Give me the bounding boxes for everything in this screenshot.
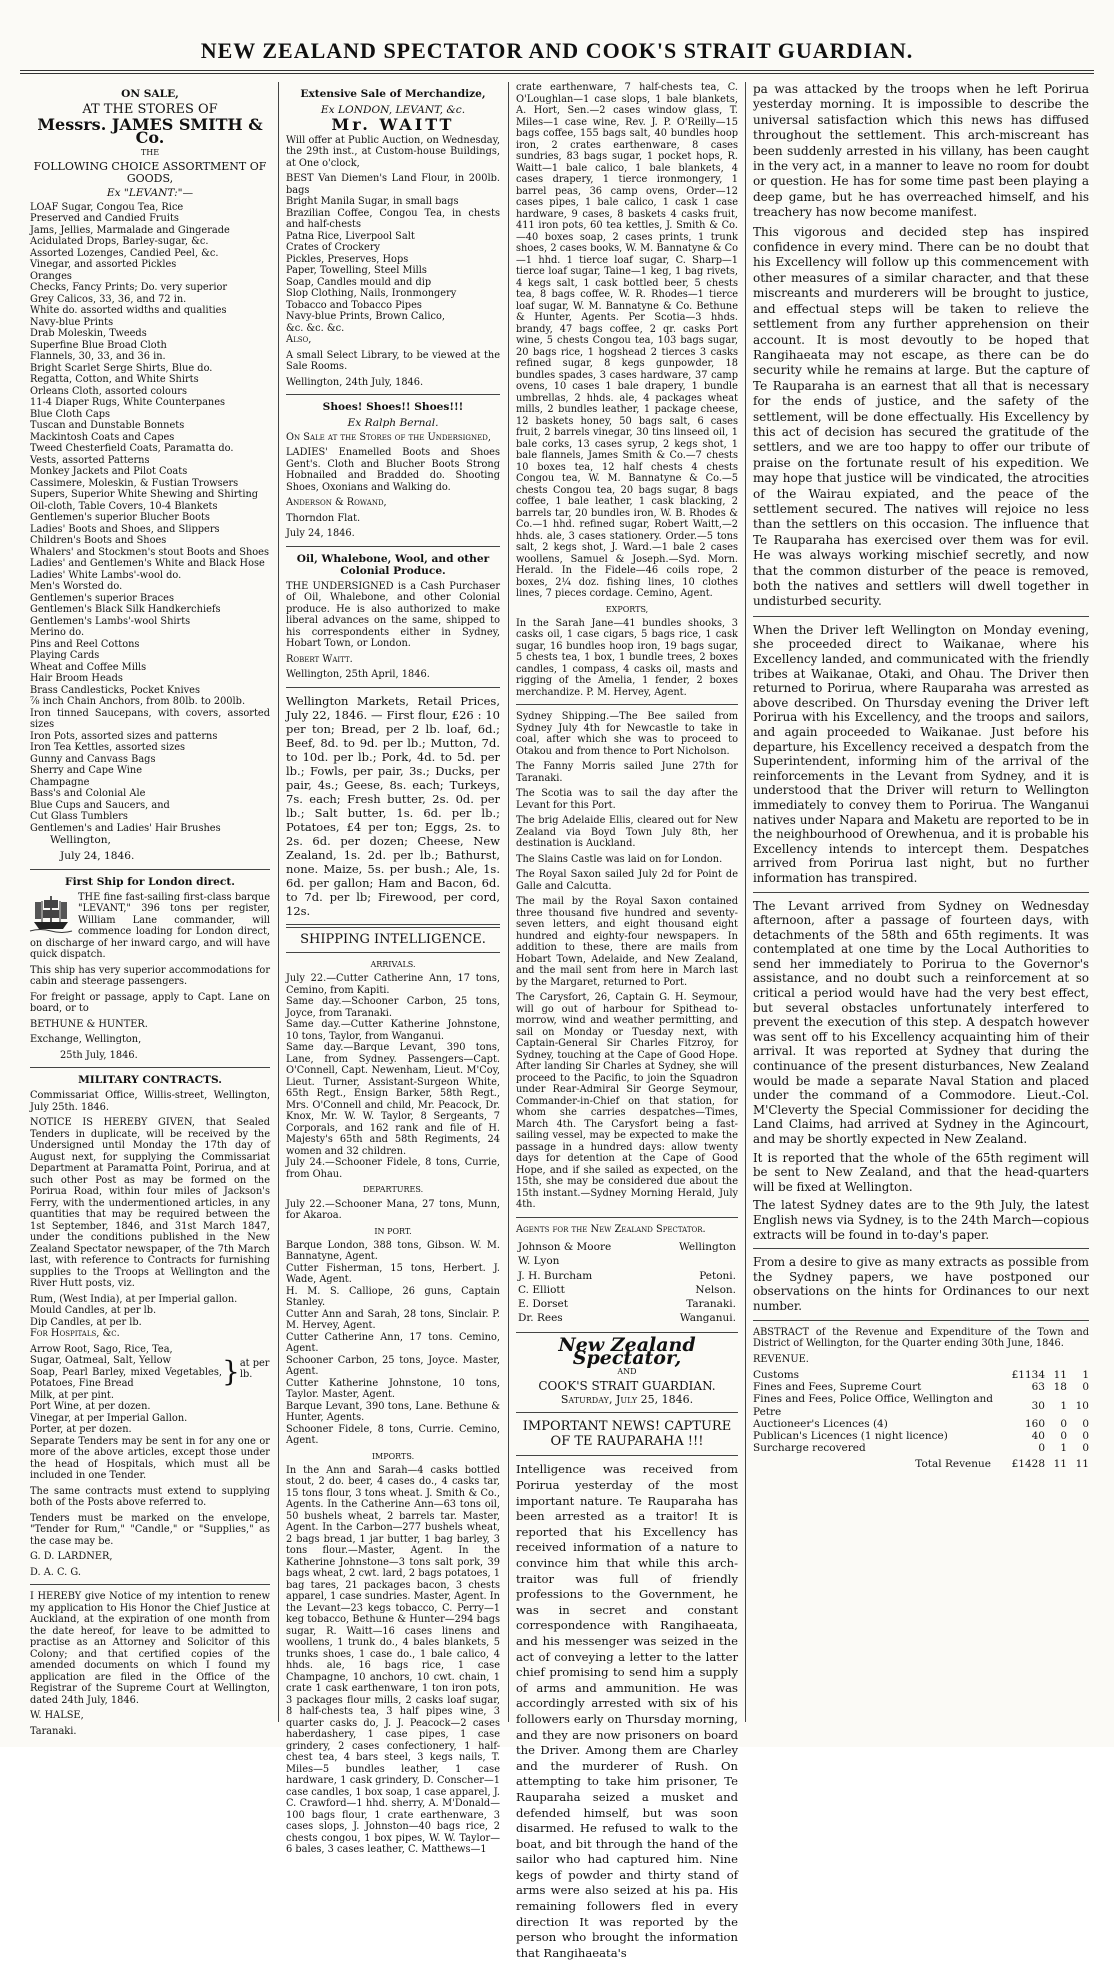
- sydney-shipping-4: The brig Adelaide Ellis, cleared out for New Zealand via Boyd Town July 8th, her destination is Auckland.: [516, 815, 738, 850]
- ship-text: THE fine fast-sailing first-class barque "LEVANT," 396 tons per register, William Lane commander, will commence loading for London direct, on discharge of her inward cargo, and will have quick dispatch.: [30, 891, 270, 961]
- goods-item: Ladies' White Lambs'-wool do.: [30, 569, 182, 581]
- shoes-heading: Shoes! Shoes!! Shoes!!!: [322, 401, 464, 414]
- total-pounds: £1428: [1011, 1458, 1045, 1471]
- revenue-pounds: 0: [1038, 1442, 1045, 1455]
- sale-place: Wellington,: [50, 834, 111, 847]
- goods-item: Bright Scarlet Serge Shirts, Blue do.: [30, 362, 213, 374]
- in-port-entry: Cutter Katherine Johnstone, 10 tons, Taylor. Master, Agent.: [286, 1377, 500, 1401]
- agent-row: [518, 1241, 736, 1253]
- divider: [286, 546, 500, 547]
- merchandize-item: &c. &c. &c.: [286, 322, 345, 334]
- revenue-item: Surcharge recovered: [753, 1442, 866, 1455]
- oil-signature: Robert Waitt.: [286, 653, 353, 665]
- departures-heading: DEPARTURES.: [362, 1185, 424, 1195]
- total-shillings: 11: [1053, 1458, 1067, 1471]
- goods-item: Ladies' and Gentlemen's White and Black Hose: [30, 558, 265, 570]
- shoes-on-sale: On Sale at the Stores of the Undersigned,: [286, 431, 491, 443]
- goods-item: Oil-cloth, Table Covers, 10-4 Blankets: [30, 500, 218, 512]
- merchandize-item: Tobacco and Tobacco Pipes: [286, 299, 422, 311]
- oil-date: Wellington, 25th April, 1846.: [286, 669, 430, 681]
- goods-item: Iron tinned Saucepans, with covers, assorted sizes: [30, 707, 270, 731]
- column-divider: [508, 82, 509, 1722]
- goods-item: Grey Calicos, 33, 36, and 72 in.: [30, 293, 187, 305]
- merchandize-item: Navy-blue Prints, Brown Calico,: [286, 311, 446, 323]
- levant-report-3: The latest Sydney dates are to the 9th July, the latest English news via Sydney, is to the 24th March—copious extracts will be found in to-day's paper.: [753, 1198, 1089, 1242]
- revenue-shillings: 0: [1060, 1430, 1067, 1443]
- goods-item: Blue Cloth Caps: [30, 408, 111, 420]
- goods-item: ⅞ inch Chain Anchors, from 80lb. to 200lb.: [30, 696, 246, 708]
- revenue-total: [753, 1458, 1089, 1470]
- divider: [286, 394, 500, 395]
- agent-row: [518, 1255, 736, 1267]
- in-port-list: [286, 1240, 500, 1447]
- exports-heading: EXPORTS,: [605, 604, 649, 614]
- goods-list: [30, 202, 270, 835]
- arrival-entry: July 24.—Schooner Fidele, 8 tons, Currie, from Ohau.: [286, 1157, 500, 1180]
- ship-date: 25th July, 1846.: [60, 1049, 138, 1061]
- goods-item: Gunny and Canvass Bags: [30, 753, 156, 765]
- halse-place: Taranaki.: [30, 1725, 77, 1737]
- masthead-rule: [20, 70, 1094, 71]
- military-heading: MILITARY CONTRACTS.: [78, 1074, 222, 1087]
- agent-place: Taranaki.: [686, 1298, 736, 1311]
- goods-item: White do. assorted widths and qualities: [30, 305, 227, 317]
- driver-report: When the Driver left Wellington on Monday evening, she proceeded direct to Waikanae, where his Excellency landed, and communicated with the friendly tribes at Waikanae, Otaki, and Ohau. The Driver then returned to Porirua, where Rauparaha was arrested as above described. On Thursday evening the Driver left Porirua with his Excellency, and the troops and sailors, and again proceeded to Waikanae. Just before his departure, his Excellency received a despatch from the Superintendent, informing him of the arrival of the reinforcements in the Levant from Sydney, and it is understood that the Driver will return to Wellington immediately to convey them to Porirua. The Wanganui natives under Napara and Maketu are reported to be in the neighbourhood of Orewhenua, and it is probable his Excellency intends to intercept them. Despatches arrived from Porirua last night, but no further information has transpired.: [753, 622, 1089, 885]
- news-continued-2: This vigorous and decided step has inspired confidence in every mind. There can be no doubt that his Excellency will follow up this commencement with other measures of a similar character, and that these miscreants and murderers will be brought to justice, and effectual steps will be taken to relieve the settlement from any further apprehension on their account. It is most devoutly to be hoped that Rangihaeata may not escape, as there can be do security while he remains at large. But the capture of Te Rauparaha is an earnest that all that is necessary for the ends of justice, and the safety of the settlement, will be done effectually. His Excellency by this act of decision has secured the gratitude of the settlers, and we are too happy to offer our tribute of praise on the fortunate result of his expedition. We may hope that justice will be vindicated, the atrocities of the Wairau expiated, and the peace of the settlement secured. The natives will rejoice no less than the settlers on this occasion. The influence that Te Rauparaha has exercised over them was for evil. He was always working mischief secretly, and now that the common disturber of the peace is removed, both the natives and settlers will dwell together in undisturbed security.: [753, 224, 1089, 609]
- goods-item: Supers, Superior White Shewing and Shirting: [30, 489, 259, 501]
- revenue-row: [753, 1369, 1089, 1381]
- divider: [30, 1584, 270, 1585]
- goods-item: Mackintosh Coats and Capes: [30, 431, 175, 443]
- divider: [753, 892, 1089, 893]
- hospitals-items: [30, 1344, 222, 1436]
- goods-item: Blue Cups and Saucers, and: [30, 799, 170, 811]
- merchandize-item: Pickles, Preserves, Hops: [286, 253, 409, 265]
- divider: [286, 952, 500, 953]
- military-signature: G. D. LARDNER,: [30, 1551, 113, 1563]
- ship-agents: BETHUNE & HUNTER.: [30, 1018, 148, 1030]
- in-port-entry: H. M. S. Calliope, 26 guns, Captain Stanley.: [286, 1285, 500, 1309]
- merchandize-item: Paper, Towelling, Steel Mills: [286, 265, 427, 277]
- goods-item: Sherry and Cape Wine: [30, 765, 143, 777]
- agent-row: [518, 1312, 736, 1324]
- goods-item: Assorted Lozenges, Candied Peel, &c.: [30, 247, 219, 259]
- divider: [516, 1412, 738, 1413]
- halse-notice: I HEREBY give Notice of my intention to renew my application to His Honor the Chief Justice at Auckland, at the expiration of one month from the date hereof, for leave to be admitted to practise as an Attorney and Solicitor of this Colony; and that certified copies of the amended documents on which I found my application are filed in the Office of the Registrar of the Supreme Court at Wellington, dated 24th July, 1846.: [30, 1591, 270, 1706]
- goods-item: Pins and Reel Cottons: [30, 638, 140, 650]
- in-port-entry: Cutter Catherine Ann, 17 tons. Cemino, Agent.: [286, 1331, 500, 1355]
- agent-name: Johnson & Moore: [518, 1241, 612, 1254]
- sydney-shipping-5: The Slains Castle was laid on for London.: [516, 853, 723, 865]
- divider: [753, 1320, 1089, 1321]
- agent-name: J. H. Burcham: [518, 1269, 593, 1282]
- divider: [753, 1248, 1089, 1249]
- hospitals-block: [30, 1344, 270, 1436]
- hospital-item: Milk, at per pint.: [30, 1389, 114, 1401]
- column-3: [516, 82, 738, 1960]
- levant-report-2: It is reported that the whole of the 65th regiment will be sent to New Zealand, and that the head-quarters will be fixed at Wellington.: [753, 1150, 1089, 1194]
- divider: [516, 1455, 738, 1456]
- military-text-4: Tenders must be marked on the envelope, "Tender for Rum," "Candle," or "Supplies," as the case may be.: [30, 1512, 270, 1547]
- column-1: [30, 82, 270, 1737]
- military-office: Commissariat Office, Willis-street, Wellington, July 25th. 1846.: [30, 1090, 270, 1113]
- merchandize-item: Patna Rice, Liverpool Salt: [286, 230, 415, 242]
- editorial-note: From a desire to give as many extracts as possible from the Sydney papers, we have postponed our observations on the hints for Ordinances to our next number.: [753, 1255, 1089, 1313]
- goods-item: Whalers' and Stockmen's stout Boots and Shoes: [30, 546, 269, 558]
- goods-item: LOAF Sugar, Congou Tea, Rice: [30, 201, 184, 213]
- hospital-item: Soap, Pearl Barley, mixed Vegetables, Potatoes, Fine Bread: [30, 1366, 222, 1390]
- merchandize-text: Will offer at Public Auction, on Wednesday, the 29th inst., at Custom-house Buildings, at One o'clock,: [286, 134, 500, 169]
- goods-item: Checks, Fancy Prints; Do. very superior: [30, 282, 228, 294]
- arrival-entry: Same day.—Schooner Carbon, 25 tons, Joyce, from Taranaki.: [286, 996, 500, 1019]
- merchandize-item: Slop Clothing, Nails, Ironmongery: [286, 288, 457, 300]
- goods-item: Bass's and Colonial Ale: [30, 788, 146, 800]
- ship-text-2: This ship has very superior accommodations for cabin and steerage passengers.: [30, 964, 270, 988]
- revenue-pence: 0: [1082, 1442, 1089, 1455]
- divider: [30, 1067, 270, 1068]
- goods-item: Hair Broom Heads: [30, 673, 123, 685]
- oil-heading: Oil, Whalebone, Wool, and other Colonial Produce.: [296, 552, 490, 577]
- arrivals-list: [286, 973, 500, 1180]
- column-2: [286, 82, 500, 1856]
- goods-item: Preserved and Candied Fruits: [30, 213, 179, 225]
- arrivals-heading: ARRIVALS.: [370, 960, 416, 970]
- merchandize-item: Soap, Candles mould and dip: [286, 276, 432, 288]
- goods-item: Flannels, 30, 33, and 36 in.: [30, 351, 166, 363]
- goods-item: Cut Glass Tumblers: [30, 811, 128, 823]
- sydney-shipping-7: The mail by the Royal Saxon contained three thousand five hundred and seventy-seven letters, and eight thousand eight hundred and eighty-four newspapers. In addition to these, there are mails from Hobart Town, Adelaide, and New Zealand, and the mail sent from here in March last by the Margaret, returned to Port.: [516, 896, 738, 988]
- goods-item: Drab Moleskin, Tweeds: [30, 328, 147, 340]
- arrival-entry: July 22.—Cutter Catherine Ann, 17 tons, Cemino, from Kapiti.: [286, 973, 500, 996]
- divider: [516, 1217, 738, 1218]
- agent-name: C. Elliott: [518, 1283, 565, 1296]
- merchandize-item: Crates of Crockery: [286, 242, 381, 254]
- at-stores: AT THE STORES OF: [82, 102, 218, 118]
- revenue-shillings: 11: [1053, 1369, 1067, 1382]
- in-port-entry: Schooner Fidele, 8 tons, Currie. Cemino, Agent.: [286, 1423, 500, 1447]
- column-divider: [278, 82, 279, 1722]
- goods-item: Playing Cards: [30, 650, 100, 662]
- goods-item: Vinegar, and assorted Pickles: [30, 259, 177, 271]
- in-port-entry: Schooner Carbon, 25 tons, Joyce. Master, Agent.: [286, 1354, 500, 1378]
- merchandize-item: Bright Manila Sugar, in small bags: [286, 196, 459, 208]
- military-text-2: Separate Tenders may be sent in for any one or more of the above articles, except those under the head of Hospitals, which must all be included in one Tender.: [30, 1435, 270, 1482]
- agent-name: Dr. Rees: [518, 1312, 563, 1325]
- goods-item: Cassimere, Moleskin, & Fustian Trowsers: [30, 477, 239, 489]
- hospital-item: Port Wine, at per dozen.: [30, 1401, 151, 1413]
- news-text: Intelligence was received from Porirua yesterday of the most important nature. Te Rauparaha has been arrested as a traitor! It is reported that his Excellency has received information of a nature to convince him that while this arch-traitor was full of friendly professions to the Government, he was in secret and constant correspondence with Rangihaeata, and his messenger was seized in the act of conveying a letter to the latter chief promising to send him a supply of arms and ammunition. He was accordingly arrested with six of his followers early on Thursday morning, and they are now prisoners on board the Driver. Among them are Charley and the murderer of Rush. On attempting to take him prisoner, Te Rauparaha seized a musket and defended himself, but was soon disarmed. He refused to walk to the boat, and bit through the hand of the sailor who had captured him. Nine kegs of powder and thirty stand of arms were also seized at his pa. His remaining followers fled in every direction It was reported by the person who brought the information that Rangihaeata's: [516, 1462, 738, 1960]
- in-port-entry: Barque London, 388 tons, Gibson. W. M. Bannatyne, Agent.: [286, 1239, 500, 1263]
- agent-name: W. Lyon: [518, 1255, 560, 1268]
- in-port-heading: IN PORT.: [374, 1226, 412, 1236]
- oil-text: THE UNDERSIGNED is a Cash Purchaser of Oil, Whalebone, and other Colonial produce. He is also authorized to make liberal advances on the same, shipped to his correspondents either in Sydney, Hobart Town, or London.: [286, 580, 500, 650]
- hospitals-brace: } at per lb.: [222, 1354, 270, 1388]
- goods-item: Iron Tea Kettles, assorted sizes: [30, 742, 186, 754]
- agent-place: Petoni.: [699, 1269, 736, 1282]
- paper-subtitle: COOK'S STRAIT GUARDIAN.: [538, 1379, 716, 1394]
- goods-item: Tweed Chesterfield Coats, Paramatta do.: [30, 443, 234, 455]
- goods-item: Gentlemen's and Ladies' Hair Brushes: [30, 822, 221, 834]
- revenue-pence: 1: [1082, 1369, 1089, 1382]
- sydney-shipping-3: The Scotia was to sail the day after the Levant for this Port.: [516, 788, 738, 811]
- agent-row: [518, 1298, 736, 1310]
- departure-entry: July 22.—Schooner Mana, 27 tons, Munn, for Akaroa.: [286, 1198, 500, 1222]
- goods-item: Superfine Blue Broad Cloth: [30, 339, 167, 351]
- arrival-entry: Same day.—Barque Levant, 390 tons, Lane, from Sydney. Passengers—Capt. O'Connell, Capt. Newenham, Lieut. M'Coy, Lieut. Turner, Assistant-Surgeon White, 65th Regt., Ensign Barker, 58th Regt., Mrs. O'Connell and child, Mr. Peacock, Dr. Knox, Mr. W. W. Taylor, 8 Sergeants, 7 Corporals, and 162 rank and file of H. Majesty's 65th and 58th Regiments, 24 women and 32 children.: [286, 1042, 500, 1157]
- military-item: Dip Candles, at per lb.: [30, 1316, 142, 1328]
- paper-date: Saturday, July 25, 1846.: [560, 1393, 694, 1407]
- auctioneer-name: Mr. WAITT: [331, 115, 455, 135]
- shipping-heading: SHIPPING INTELLIGENCE.: [300, 931, 486, 947]
- revenue-row: [753, 1393, 1089, 1417]
- total-label: Total Revenue: [915, 1458, 991, 1471]
- divider: [516, 1332, 738, 1333]
- firm-name: Messrs. JAMES SMITH & Co.: [37, 115, 263, 147]
- revenue-pence: 0: [1082, 1381, 1089, 1394]
- agents-table: [516, 1239, 738, 1326]
- revenue-row: [753, 1442, 1089, 1454]
- merchandize-items: [286, 173, 500, 334]
- military-item: Mould Candles, at per lb.: [30, 1305, 157, 1317]
- hospital-item: Porter, at per dozen.: [30, 1424, 132, 1436]
- revenue-shillings: 0: [1060, 1417, 1067, 1430]
- ship-text-3: For freight or passage, apply to Capt. Lane on board, or to: [30, 991, 270, 1015]
- hospital-item: Arrow Root, Sago, Rice, Tea,: [30, 1343, 173, 1355]
- imports-continued: crate earthenware, 7 half-chests tea, C. O'Loughlan—1 case slops, 1 bale blankets, A. Hort, Sen.—2 cases window glass, T. Miles—1 case wine, Rev. J. P. O'Reilly—15 bags coffee, 155 bags salt, 40 bundles hoop iron, 2 crates earthenware, 8 cases sundries, 83 bags sugar, 1 pocket hops, R. Waitt—1 bale calico, 1 bale blankets, 4 cases drapery, 1 tierce ironmongery, 1 barrel peas, 36 camp ovens, Order—12 cases pipes, 1 bale calico, 1 cask 1 case hardware, 9 cases, 8 baskets 4 casks fruit, 411 iron pots, 60 tea kettles, J. Smith & Co.—40 boxes soap, 2 cases prints, 1 trunk shoes, 2 cases books, W. M. Bannatyne & Co—1 hhd. 1 tierce loaf sugar, C. Sharp—1 tierce loaf sugar, Taine—1 keg, 1 bag rivets, 4 kegs salt, 1 cask bottled beer, 5 chests tea, 8 bags coffee, W. R. Rhodes—1 tierce loaf sugar, W. M. Bannatyne & Co. Bethune & Hunter, Agents. Per Scotia—3 hhds. brandy, 47 bags coffee, 2 qr. casks Port wine, 5 chests Congou tea, 103 bags sugar, 20 bags rice, 1 hogshead 2 tierces 3 casks refined sugar, 8 kegs gunpowder, 18 bundles spades, 3 cases hardware, 37 camp ovens, 10 cases 1 bale drapery, 1 bundle umbrellas, 2 hhds. ale, 4 packages wheat mills, 2 bundles leather, 1 package cheese, 12 baskets honey, 50 bags salt, 6 cases fruit, 2 barrels vinegar, 30 tins linseed oil, 1 bale corks, 13 cases syrup, 2 kegs shot, 1 bale flannels, James Smith & Co.—7 chests 10 boxes tea, 12 half chests 4 chests Congou tea, W. M. Bannatyne & Co.—5 chests Congou tea, 20 bags sugar, 8 bags coffee, 1 bale leather, 1 cask blacking, 2 barrels tar, 20 bundles iron, W. B. Rhodes & Co.—1 hhd. refined sugar, Robert Waitt,—2 hhds. ale, 3 cases stationery. Order.—5 tons salt, 2 kegs shot, J. Ward.—1 bale 2 cases woollens, Samuel & Joseph.—Syd. Morn. Herald. In the Fidele—46 coils rope, 2 boxes, 2¼ doz. fishing lines, 10 clothes lines, 7 pieces cordage. Cemino, Agent.: [516, 82, 738, 599]
- ship-heading: First Ship for London direct.: [65, 875, 235, 888]
- goods-item: Merino do.: [30, 627, 85, 639]
- merchandize-heading: Extensive Sale of Merchandize,: [300, 88, 486, 100]
- exports-text: In the Sarah Jane—41 bundles shooks, 3 casks oil, 1 case cigars, 5 bags rice, 1 cask sugar, 16 bundles hoop iron, 19 bags sugar, 5 chests tea, 1 box, 1 bundle trees, 2 boxes candles, 1 compass, 4 casks oil, masts and rigging of the Amelia, 1 fender, 2 boxes merchandize. P. M. Hervey, Agent.: [516, 617, 738, 698]
- revenue-shillings: 18: [1053, 1381, 1067, 1394]
- total-pence: 11: [1075, 1458, 1089, 1471]
- agent-place: [654, 1255, 736, 1267]
- goods-item: Orleans Cloth, assorted colours: [30, 385, 187, 397]
- hospitals-heading: For Hospitals, &c.: [30, 1328, 120, 1340]
- divider: [753, 616, 1089, 617]
- news-continued: pa was attacked by the troops when he left Porirua yesterday morning. It is impossible to describe the universal satisfaction which this news has diffused throughout the settlement. This arch-miscreant has been suddenly arrested in his villany, has been caught in the very act, in a manner to leave no room for doubt or question. He has for some time past been playing a deep game, but he has overreached himself, and his treachery has now become manifest.: [753, 82, 1089, 220]
- goods-item: Acidulated Drops, Barley-sugar, &c.: [30, 236, 209, 248]
- merchandize-date: Wellington, 24th July, 1846.: [286, 376, 424, 388]
- shoes-signature: Anderson & Rowand,: [286, 497, 387, 509]
- hospitals-unit: at per lb.: [239, 1357, 270, 1381]
- arrival-entry: Same day.—Cutter Katherine Johnstone, 10 tons, Taylor, from Wanganui.: [286, 1019, 500, 1042]
- revenue-pence: 0: [1082, 1417, 1089, 1430]
- goods-item: Ladies' Boots and Shoes, and Slippers: [30, 523, 220, 535]
- revenue-item: Customs: [753, 1369, 800, 1382]
- goods-item: Children's Boots and Shoes: [30, 535, 167, 547]
- military-item: Rum, (West India), at per Imperial gallon.: [30, 1293, 238, 1305]
- merchandize-item: BEST Van Diemen's Land Flour, in 200lb. bags: [286, 173, 500, 196]
- shoes-text: LADIES' Enamelled Boots and Shoes Gent's. Cloth and Blucher Boots Strong Hobnailed and Bradded do. Shooting Shoes, Oxonians and Walking do.: [286, 447, 500, 493]
- library-text: A small Select Library, to be viewed at the Sale Rooms.: [286, 349, 500, 373]
- news-heading: IMPORTANT NEWS! CAPTURE OF TE RAUPARAHA !!!: [522, 1419, 732, 1450]
- goods-item: Brass Candlesticks, Pocket Knives: [30, 684, 201, 696]
- revenue-item: Fines and Fees, Police Office, Wellington and Petre: [753, 1393, 994, 1418]
- shoes-sub: Ex Ralph Bernal.: [347, 417, 439, 430]
- on-sale-heading: ON SALE,: [121, 88, 179, 100]
- merchandize-item: Brazilian Coffee, Congou Tea, in chests and half-chests: [286, 207, 500, 231]
- goods-item: Champagne: [30, 776, 90, 788]
- ex-ship: Ex "LEVANT:"—: [106, 187, 194, 200]
- revenue-row: [753, 1418, 1089, 1430]
- revenue-pounds: 30: [1031, 1399, 1045, 1412]
- masthead: NEW ZEALAND SPECTATOR AND COOK'S STRAIT GUARDIAN.: [200, 38, 914, 63]
- goods-item: Gentlemen's Black Silk Handkerchiefs: [30, 604, 221, 616]
- goods-item: Monkey Jackets and Pilot Coats: [30, 466, 188, 478]
- goods-item: Tuscan and Dunstable Bonnets: [30, 420, 185, 432]
- merchandize-sub: Ex LONDON, LEVANT, &c.: [320, 104, 466, 117]
- goods-item: Gentlemen's Lambs'-wool Shirts: [30, 615, 191, 627]
- revenue-row: [753, 1430, 1089, 1442]
- sale-date: July 24, 1846.: [60, 850, 135, 863]
- revenue-row: [753, 1381, 1089, 1393]
- military-items: [30, 1294, 270, 1329]
- agent-place: Wellington: [678, 1241, 736, 1254]
- agent-place: Nelson.: [695, 1283, 736, 1296]
- levant-report: The Levant arrived from Sydney on Wednesday afternoon, after a passage of fourteen days, with detachments of the 58th and 65th regiments. It was contemplated at one time by the Local Authorities to send her immediately to Porirua to the Governor's assistance, and no doubt such a reinforcement at so critical a period would have had the very best effect, but several obstacles unfortunately interfered to prevent the execution of this step. A despatch however was sent off to his Excellency acquainting him of their arrival. It was reported at Sydney that during the continuance of the present disturbances, New Zealand would be made a separate Naval Station and placed under the command of a Commodore. Lieut.-Col. M'Cleverty the Special Commissioner for deciding the Land Claims, had arrived at Sydney in the Agincourt, and may be shortly expected in New Zealand.: [753, 898, 1089, 1146]
- divider: [286, 687, 500, 688]
- revenue-pounds: £1134: [1011, 1369, 1045, 1382]
- revenue-pence: 0: [1082, 1430, 1089, 1443]
- goods-item: Men's Worsted do.: [30, 581, 123, 593]
- halse-signature: W. HALSE,: [30, 1710, 84, 1722]
- goods-item: Gentlemen's superior Blucher Boots: [30, 512, 210, 524]
- sydney-shipping-8: The Carysfort, 26, Captain G. H. Seymour, will go out of harbour for Spithead to-morrow, wind and weather permitting, and sail on Monday or Tuesday next, with Captain-General Sir Charles Fitzroy, for Sydney, touching at the Cape of Good Hope. After landing Sir Charles at Sydney, she will proceed to the Pacific, to join the Squadron under Rear-Admiral Sir George Seymour, Commander-in-Chief on that station, for whom she carries despatches—Times, March 4th. The Carysfort being a fast-sailing vessel, may be expected to make the passage in a hundred days: allow twenty days for detention at the Cape of Good Hope, and if she sailed as expected, on the 15th, she may be considered due about the 15th instant.—Sydney Morning Herald, July 4th.: [516, 992, 738, 1211]
- sydney-shipping-2: The Fanny Morris sailed June 27th for Taranaki.: [516, 761, 738, 784]
- ship-icon: [30, 892, 72, 934]
- paper-and: AND: [617, 1366, 637, 1376]
- column-4: [753, 82, 1089, 1722]
- revenue-pence: 10: [1075, 1399, 1089, 1412]
- shoes-date: July 24, 1846.: [286, 528, 355, 540]
- hospital-item: Sugar, Oatmeal, Salt, Yellow: [30, 1355, 171, 1367]
- goods-item: Jams, Jellies, Marmalade and Gingerade: [30, 224, 230, 236]
- divider: [286, 924, 500, 928]
- hospital-item: Vinegar, at per Imperial Gallon.: [30, 1412, 188, 1424]
- divider: [516, 704, 738, 705]
- goods-item: Oranges: [30, 270, 72, 282]
- revenue-item: Publican's Licences (1 night licence): [753, 1430, 948, 1443]
- in-port-entry: Cutter Fisherman, 15 tons, Herbert. J. Wade, Agent.: [286, 1262, 500, 1286]
- agent-row: [518, 1284, 736, 1296]
- abstract-heading: ABSTRACT of the Revenue and Expenditure of the Town and District of Wellington, for the Quarter ending 30th June, 1846.: [753, 1326, 1089, 1350]
- revenue-pounds: 63: [1031, 1381, 1045, 1394]
- goods-item: Wheat and Coffee Mills: [30, 661, 147, 673]
- revenue-heading: REVENUE.: [753, 1353, 809, 1365]
- sydney-shipping-6: The Royal Saxon sailed July 2d for Point de Galle and Calcutta.: [516, 869, 738, 892]
- imports-text: In the Ann and Sarah—4 casks bottled stout, 2 do. beer, 4 cases do., 4 casks tar, 15 tons flour, 3 tons wheat. J. Smith & Co., Agents. In the Catherine Ann—63 tons oil, 50 bushels wheat, 2 barrels tar. Master, Agent. In the Carbon—277 bushels wheat, 2 bags bread, 1 jar butter, 1 bag barley, 3 tons flour.—Master, Agent. In the Katherine Johnstone—3 tons salt pork, 39 bags wheat, 2 cwt. lard, 2 bags potatoes, 1 bag tares, 21 packages bacon, 3 chests apparel, 1 case sundries. Master, Agent. In the Levant—23 kegs tobacco, C. Perry—1 keg tobacco, Bethune & Hunter—294 bags sugar, R. Waitt—16 cases linens and woollens, 1 trunk do., 4 bales blankets, 5 trunks shoes, 1 case do., 1 bale calico, 4 hhds. ale, 16 bags rice, 1 case Champagne, 10 anchors, 10 cwt. chain, 1 crate 1 cask earthenware, 1 ton iron pots, 3 packages flour mills, 2 casks loaf sugar, 8 half-chests tea, 3 half pipes wine, 3 quarter casks do, J. J. Peacock—2 cases haberdashery, 1 case pipes, 1 case grindery, 2 cases confectionery, 1 half-chest tea, 4 bars steel, 3 kegs nails, T. Miles—5 bundles leather, 1 case hardware, 1 cask grindery, D. Conscher—1 case candles, 1 box soap, 1 case apparel, J. C. Crawford—1 hhd. sherry, A. M'Donald—100 bags flour, 1 crate earthenware, 3 cases slops, J. Johnston—40 bags rice, 2 chests congou, 1 box pipes, W. W. Taylor—6 bales, 3 cases leather, C. Matthews—1: [286, 1464, 500, 1856]
- goods-item: Gentlemen's superior Braces: [30, 592, 174, 604]
- revenue-pounds: 40: [1031, 1430, 1045, 1443]
- agent-place: Wanganui.: [679, 1312, 736, 1325]
- revenue-shillings: 1: [1060, 1442, 1067, 1455]
- sydney-shipping: Sydney Shipping.—The Bee sailed from Sydney July 4th for Newcastle to take in coal, after which she was to proceed to Otakou and from thence to Port Nicholson.: [516, 711, 738, 757]
- imports-heading: IMPORTS.: [371, 1451, 415, 1461]
- agent-name: E. Dorset: [518, 1298, 568, 1311]
- shoes-place: Thorndon Flat.: [286, 512, 361, 524]
- column-divider: [745, 82, 746, 1722]
- revenue-shillings: 1: [1060, 1399, 1067, 1412]
- divider: [30, 869, 270, 870]
- agent-row: [518, 1270, 736, 1282]
- in-port-entry: Cutter Ann and Sarah, 28 tons, Sinclair. P. M. Hervey, Agent.: [286, 1308, 500, 1332]
- military-signature-2: D. A. C. G.: [30, 1566, 82, 1578]
- the-label: THE: [140, 147, 160, 157]
- revenue-table: [753, 1369, 1089, 1454]
- military-text: NOTICE IS HEREBY GIVEN, that Sealed Tenders in duplicate, will be received by the Undersigned until Monday the 17th day of August next, for supplying the Commissariat Department at Paramatta Point, Porirua, and at such other Post as may be formed on the Porirua Road, within four miles of Jackson's Ferry, with the undermentioned articles, in any quantities that may be required between the 1st September, 1846, and 31st March 1847, under the conditions published in the New Zealand Spectator newspaper, of the 7th March last, with reference to Contracts for furnishing supplies to the Troops at Wellington and the River Hutt posts, viz.: [30, 1117, 270, 1290]
- goods-item: Vests, assorted Patterns: [30, 454, 150, 466]
- paper-title: New Zealand Spectator,: [558, 1334, 696, 1369]
- departures-list: [286, 1199, 500, 1222]
- ship-place: Exchange, Wellington,: [30, 1034, 142, 1046]
- also-label: Also,: [286, 334, 312, 346]
- goods-item: Regatta, Cotton, and White Shirts: [30, 374, 199, 386]
- in-port-entry: Barque Levant, 390 tons, Lane. Bethune & Hunter, Agents.: [286, 1400, 500, 1424]
- goods-item: Iron Pots, assorted sizes and patterns: [30, 730, 218, 742]
- revenue-pounds: 160: [1024, 1417, 1045, 1430]
- masthead-rule-2: [20, 73, 1094, 74]
- market-prices: Wellington Markets, Retail Prices, July 22, 1846. — First flour, £26 : 10 per ton; Bread, per 2 lb. loaf, 6d.; Beef, 8d. to 9d. per lb.; Mutton, 7d. to 10d. per lb.; Pork, 4d. to 5d. per lb.; Fowls, per pair, 3s.; Ducks, per pair, 4s.; Geese, 8s. each; Turkeys, 7s. each; Fresh butter, 2s. 0d. per lb.; Salt butter, 1s. 6d. per lb.; Potatoes, £4 per ton; Eggs, 2s. to 2s. 6d. per dozen; Cheese, New Zealand, 1s. 2d. per lb.; Bathurst, none. Maize, 5s. per bush.; Ale, 1s. 6d. per gallon; Ham and Bacon, 6d. to 7d. per lb; Firewood, per cord, 12s.: [286, 693, 500, 918]
- revenue-item: Fines and Fees, Supreme Court: [753, 1381, 922, 1394]
- revenue-item: Auctioneer's Licences (4): [753, 1417, 888, 1430]
- agents-heading: Agents for the New Zealand Spectator.: [516, 1223, 706, 1235]
- assortment-heading: FOLLOWING CHOICE ASSORTMENT OF GOODS,: [33, 160, 267, 186]
- goods-item: 11-4 Diaper Rugs, White Counterpanes: [30, 397, 226, 409]
- goods-item: Navy-blue Prints: [30, 316, 114, 328]
- military-text-3: The same contracts must extend to supplying both of the Posts above referred to.: [30, 1485, 270, 1509]
